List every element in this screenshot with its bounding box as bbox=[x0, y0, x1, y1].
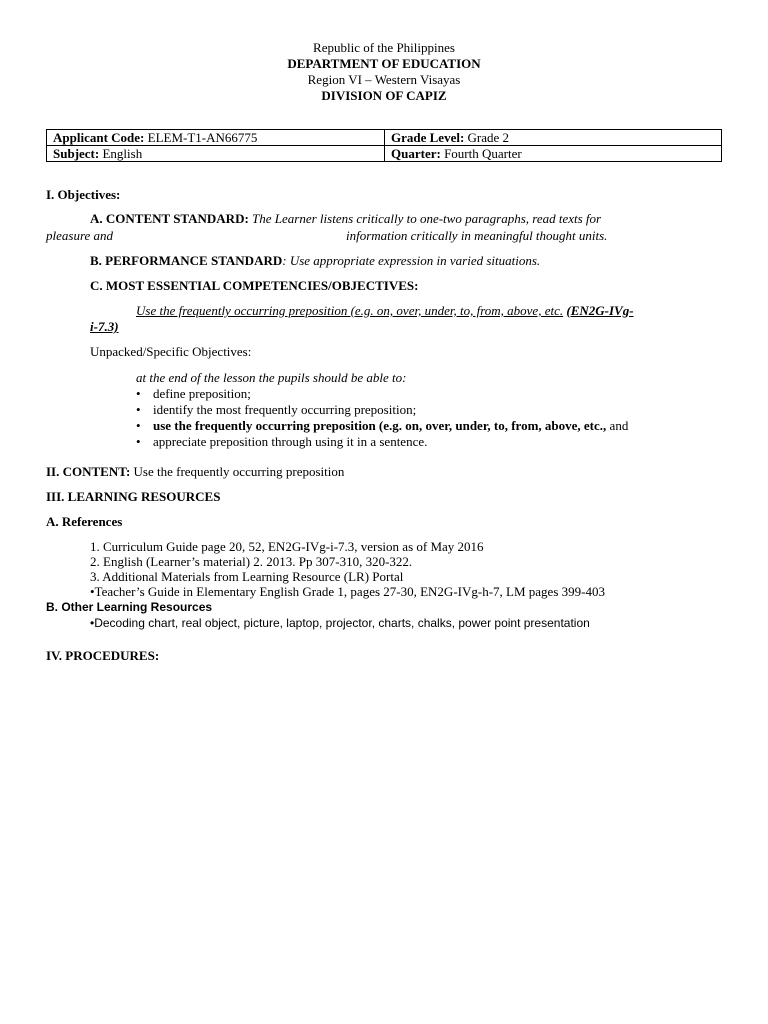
header-division: DIVISION OF CAPIZ bbox=[321, 88, 447, 103]
procedures-heading: IV. PROCEDURES: bbox=[46, 648, 160, 663]
grade-level-cell bbox=[385, 130, 722, 146]
content-label: II. CONTENT: bbox=[46, 464, 131, 479]
competency-code: (EN2G-IVg- bbox=[566, 303, 634, 318]
other-resources-heading: B. Other Learning Resources bbox=[46, 600, 213, 614]
quarter-value: Fourth Quarter bbox=[444, 146, 522, 161]
bullet-glyph: • bbox=[136, 386, 141, 401]
list-item bbox=[136, 386, 251, 402]
competency-code-continued: i-7.3) bbox=[90, 319, 119, 334]
content-text: Use the frequently occurring preposition bbox=[130, 464, 345, 479]
objectives-heading: I. Objectives: bbox=[46, 187, 121, 202]
grade-level-label: Grade Level: bbox=[391, 130, 465, 145]
content-section bbox=[46, 464, 344, 480]
reference-item: 1. Curriculum Guide page 20, 52, EN2G-IVg-i-7.3, version as of May 2016 bbox=[90, 539, 484, 554]
bullet-text: identify the most frequently occurring preposition; bbox=[153, 402, 417, 417]
document-header bbox=[0, 40, 768, 104]
header-region: Region VI – Western Visayas bbox=[307, 72, 461, 87]
objectives-intro: at the end of the lesson the pupils should be able to: bbox=[136, 370, 407, 385]
subject-label: Subject: bbox=[53, 146, 100, 161]
performance-standard-label: B. PERFORMANCE STANDARD bbox=[90, 253, 283, 268]
header-republic: Republic of the Philippines bbox=[313, 40, 455, 55]
bullet-glyph: • bbox=[136, 402, 141, 417]
subject-cell bbox=[47, 146, 385, 162]
applicant-code-label: Applicant Code: bbox=[53, 130, 145, 145]
learning-resources-heading: III. LEARNING RESOURCES bbox=[46, 489, 221, 504]
bullet-text: appreciate preposition through using it in a sentence. bbox=[153, 434, 428, 449]
table-row bbox=[47, 146, 722, 162]
other-resources-item: •Decoding chart, real object, picture, laptop, projector, charts, chalks, power point presentation bbox=[90, 616, 590, 630]
grade-level-value: Grade 2 bbox=[467, 130, 510, 145]
competency-text: Use the frequently occurring preposition (e.g. on, over, under, to, from, above, etc. bbox=[136, 303, 564, 318]
table-row bbox=[47, 130, 722, 146]
subject-value: English bbox=[102, 146, 143, 161]
bullet-text-bold: use the frequently occurring preposition (e.g. on, over, under, to, from, above, etc., bbox=[153, 418, 607, 433]
quarter-label: Quarter: bbox=[391, 146, 441, 161]
reference-item: 3. Additional Materials from Learning Resource (LR) Portal bbox=[90, 569, 404, 584]
list-item bbox=[136, 418, 628, 434]
applicant-info-table bbox=[46, 129, 722, 162]
applicant-code-cell bbox=[47, 130, 385, 146]
performance-standard bbox=[90, 253, 540, 269]
competencies-heading: C. MOST ESSENTIAL COMPETENCIES/OBJECTIVES: bbox=[90, 278, 419, 293]
bullet-text: define preposition; bbox=[153, 386, 251, 401]
bullet-glyph: • bbox=[136, 434, 141, 449]
content-standard-text: The Learner listens critically to one-two paragraphs, read texts for bbox=[252, 211, 602, 226]
applicant-code-value: ELEM-T1-AN66775 bbox=[147, 130, 258, 145]
quarter-cell bbox=[385, 146, 722, 162]
list-item bbox=[136, 434, 427, 450]
unpacked-objectives-label: Unpacked/Specific Objectives: bbox=[90, 344, 252, 359]
performance-standard-text: : Use appropriate expression in varied situations. bbox=[282, 253, 541, 268]
list-item bbox=[136, 402, 416, 418]
bullet-glyph: • bbox=[136, 418, 141, 433]
content-standard-line1 bbox=[46, 211, 722, 227]
header-department: DEPARTMENT OF EDUCATION bbox=[287, 56, 481, 71]
bullet-text-tail: and bbox=[606, 418, 629, 433]
content-standard-line2b: information critically in meaningful thought units. bbox=[346, 228, 608, 243]
reference-item: 2. English (Learner’s material) 2. 2013. Pp 307-310, 320-322. bbox=[90, 554, 413, 569]
content-standard-line2a: pleasure and bbox=[46, 228, 114, 243]
reference-item: •Teacher’s Guide in Elementary English Grade 1, pages 27-30, EN2G-IVg-h-7, LM pages 399-403 bbox=[90, 584, 605, 599]
competency-line1 bbox=[46, 303, 722, 319]
references-heading: A. References bbox=[46, 514, 123, 529]
content-standard-label: A. CONTENT STANDARD: bbox=[90, 211, 249, 226]
